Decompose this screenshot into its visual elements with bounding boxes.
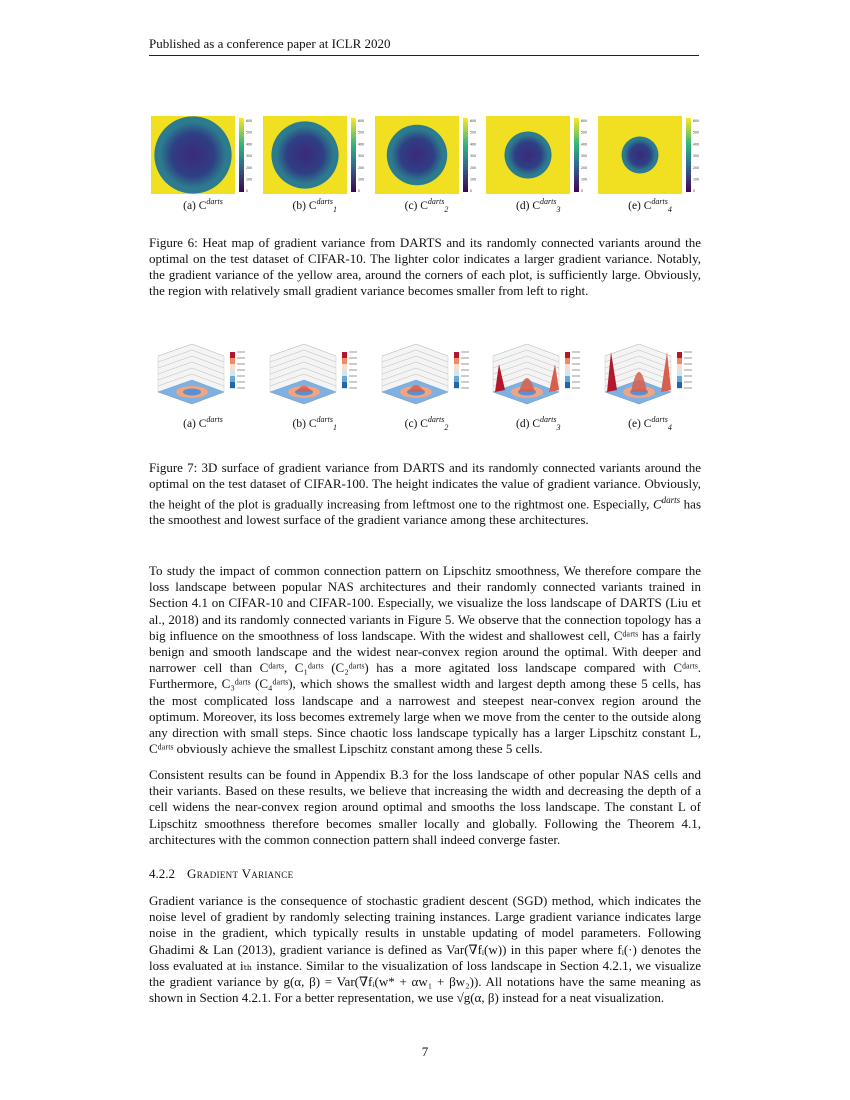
colorbar-tick-label: 200: [357, 165, 364, 170]
running-header: Published as a conference paper at ICLR 2020: [149, 36, 391, 51]
fig6-subcaption-d: (d) $C^{darts}_3$: [516, 197, 561, 215]
colorbar-tick-label: 200: [581, 165, 588, 170]
colorbar-segment: [230, 370, 235, 376]
fig6-subcaption-b: (b) $C^{darts}_1$: [292, 197, 337, 215]
colorbar-tick-label: 600: [469, 119, 476, 123]
fig7-surface-d: [485, 340, 591, 412]
colorbar-segment: [677, 370, 682, 376]
colorbar-segment: [454, 376, 459, 382]
fig6-subfigure-e: [596, 116, 704, 214]
colorbar: [463, 118, 468, 192]
fig7-subcaption-d: (d) $C^{darts}_3$: [516, 415, 561, 433]
colorbar-segment: [565, 352, 570, 358]
colorbar-tick-label: 0: [246, 189, 249, 194]
colorbar-tick-label: 500: [246, 130, 253, 135]
colorbar-segment: [565, 358, 570, 364]
colorbar-tick-label: 100: [469, 177, 476, 182]
fig7-surface-a: [150, 340, 256, 412]
colorbar-tick-label: 200: [246, 165, 253, 170]
colorbar-tick-label: 0: [469, 189, 472, 194]
figure-6-caption: Figure 6: Heat map of gradient variance from DARTS and its randomly connected variants around the optimal on the test dataset of CIFAR-10. The lighter color indicates a larger gradient variance. Notably, the gradient variance of the yellow area, around the corners of each plot, is sufficiently large. Obviously, the region with relatively small gradient variance becomes smaller from left to right.: [149, 235, 701, 298]
colorbar-segment: [342, 364, 347, 370]
fig6-subcaption-c: (c) $C^{darts}_2$: [404, 197, 449, 215]
colorbar-tick-label: 200: [693, 165, 700, 170]
fig7-subcaption-b: (b) $C^{darts}_1$: [292, 415, 337, 433]
colorbar-tick-label: 100: [693, 177, 700, 182]
colorbar-tick-label: 300: [693, 154, 700, 159]
colorbar-tick-label: 300: [581, 154, 588, 159]
fig6-heatmap-b: [263, 116, 367, 194]
surface-center: [183, 389, 201, 396]
paragraph-loss-landscape: To study the impact of common connection pattern on Lipschitz smoothness, We therefore compare the loss landscape between popular NAS architectures and their randomly connected variants trained in Section 4.1 on CIFAR-10 and CIFAR-100. Especially, we visualize the loss landscape of DARTS (Liu et al., 2018) and its randomly connected variants in Figure 5. We observe that the connection topology has a big influence on the smoothness of loss landscape. With the widest and shallowest cell, Cᵈᵃʳᵗˢ has a fairly benign and smooth landscape and the widest near-convex region around the optimal. With deeper and narrower cell than Cᵈᵃʳᵗˢ, C₁ᵈᵃʳᵗˢ (C₂ᵈᵃʳᵗˢ) has a more agitated loss landscape compared with Cᵈᵃʳᵗˢ. Furthermore, C₃ᵈᵃʳᵗˢ (C₄ᵈᵃʳᵗˢ), which shows the smallest width and largest depth among these 5 cells, has the most complicated loss landscape and a narrowest and steepest near-convex region around the optimum. Moreover, its loss becomes extremely large when we move from the center to the outside along any direction with small steps. Since chaotic loss landscape typically has a larger Lipschitz constant L, Cᵈᵃʳᵗˢ obviously achieve the smallest Lipschitz constant among these 5 cells.: [149, 563, 701, 757]
fig6-heatmap-e: [598, 116, 702, 194]
colorbar-tick-label: 300: [357, 154, 364, 159]
colorbar-tick-label: 0: [693, 189, 696, 194]
fig7-subcaption-e: (e) $C^{darts}_4$: [628, 415, 672, 433]
low-variance-region: [386, 125, 446, 185]
low-variance-region: [154, 116, 231, 193]
colorbar-segment: [230, 352, 235, 358]
figure-6: [149, 116, 704, 214]
colorbar-tick-label: 500: [581, 130, 588, 135]
colorbar-segment: [677, 376, 682, 382]
header-rule: [149, 55, 699, 56]
fig6-subfigure-b: [261, 116, 369, 214]
colorbar-segment: [342, 382, 347, 388]
colorbar-tick-label: 600: [581, 119, 588, 123]
fig6-heatmap-c: [375, 116, 479, 194]
section-heading-4-2-2: [149, 866, 293, 882]
colorbar-segment: [342, 352, 347, 358]
colorbar-tick-label: 300: [246, 154, 253, 159]
colorbar-tick-label: 400: [246, 142, 253, 147]
colorbar-segment: [565, 364, 570, 370]
colorbar-segment: [454, 358, 459, 364]
colorbar-tick-label: 400: [469, 142, 476, 147]
colorbar-segment: [230, 376, 235, 382]
colorbar-tick-label: 600: [357, 119, 364, 123]
colorbar-segment: [677, 364, 682, 370]
colorbar-tick-label: 400: [581, 142, 588, 147]
colorbar: [574, 118, 579, 192]
colorbar-tick-label: 200: [469, 165, 476, 170]
colorbar-segment: [230, 358, 235, 364]
figure-7: [149, 340, 704, 432]
colorbar-tick-label: 600: [693, 119, 700, 123]
colorbar-segment: [565, 370, 570, 376]
fig6-subcaption-e: (e) $C^{darts}_4$: [628, 197, 672, 215]
fig7-surface-c: [374, 340, 480, 412]
colorbar-segment: [677, 352, 682, 358]
section-number: 4.2.2: [149, 866, 175, 881]
fig7-subfigure-e: [596, 340, 704, 432]
colorbar-segment: [342, 370, 347, 376]
colorbar-segment: [454, 364, 459, 370]
paragraph-consistent-results: Consistent results can be found in Appendix B.3 for the loss landscape of other popular NAS cells and their variants. Based on these results, we believe that increasing the width and decreasing the depth of a cell widens the near-convex region around optimal and smooths the loss landscape. The constant L of Lipschitz smoothness therefore becomes smaller locally and globally. Following the Theorem 4.1, architectures with the common connection pattern shall indeed converge faster.: [149, 767, 701, 847]
colorbar-segment: [342, 358, 347, 364]
colorbar-segment: [454, 382, 459, 388]
colorbar-segment: [454, 352, 459, 358]
colorbar-tick-label: 0: [357, 189, 360, 194]
colorbar-tick-label: 100: [246, 177, 253, 182]
fig7-subfigure-c: [373, 340, 481, 432]
fig6-subfigure-d: [484, 116, 592, 214]
colorbar-segment: [230, 382, 235, 388]
section-title: Gradient Variance: [187, 866, 294, 881]
fig7-subcaption-c: (c) $C^{darts}_2$: [404, 415, 449, 433]
fig7-subfigure-a: [149, 340, 257, 432]
colorbar-tick-label: 500: [357, 130, 364, 135]
colorbar-segment: [565, 376, 570, 382]
colorbar-tick-label: 300: [469, 154, 476, 159]
colorbar-segment: [230, 364, 235, 370]
paragraph-gradient-variance: Gradient variance is the consequence of stochastic gradient descent (SGD) method, which indicates the noise level of gradient by randomly selecting training instances. Large gradient variance indicates large noise in the gradient, which typically results in unstable updating of model parameters. Following Ghadimi & Lan (2013), gradient variance is defined as Var(∇fᵢ(w)) in this paper where fᵢ(·) denotes the loss evaluated at iₜₕ instance. Similar to the visualization of loss landscape in Section 4.2.1, we visualize the gradient variance by g(α, β) = Var(∇fᵢ(w* + αw₁ + βw₂)). All notations have the same meaning as shown in Section 4.2.1. For a better representation, we use √g(α, β) instead for a neat visualization.: [149, 893, 701, 1006]
colorbar: [351, 118, 356, 192]
fig7-surface-e: [597, 340, 703, 412]
fig6-subfigure-a: [149, 116, 257, 214]
fig6-subfigure-c: [373, 116, 481, 214]
colorbar-segment: [565, 382, 570, 388]
colorbar: [686, 118, 691, 192]
colorbar-tick-label: 100: [581, 177, 588, 182]
colorbar: [239, 118, 244, 192]
colorbar-tick-label: 100: [357, 177, 364, 182]
fig6-heatmap-a: [151, 116, 255, 194]
colorbar-tick-label: 500: [693, 130, 700, 135]
colorbar-tick-label: 0: [581, 189, 584, 194]
fig6-subcaption-a: (a) $C^{darts}$: [183, 197, 223, 212]
fig7-subfigure-b: [261, 340, 369, 432]
page-number: 7: [421, 1044, 429, 1059]
low-variance-region: [622, 137, 659, 174]
fig7-surface-b: [262, 340, 368, 412]
colorbar-tick-label: 400: [693, 142, 700, 147]
fig7-subfigure-d: [484, 340, 592, 432]
fig6-heatmap-d: [486, 116, 590, 194]
colorbar-segment: [677, 358, 682, 364]
colorbar-tick-label: 600: [246, 119, 253, 123]
colorbar-segment: [454, 370, 459, 376]
figure-7-caption: Figure 7: 3D surface of gradient variance from DARTS and its randomly connected variants around the optimal on the test dataset of CIFAR-100. The height indicates the value of gradient variance. Obviously, the height of the plot is gradually increasing from leftmost one to the rightmost one. Especially, $C^{darts}$ has the smoothest and lowest surface of the gradient variance among these architectures.: [149, 460, 702, 528]
colorbar-segment: [342, 376, 347, 382]
low-variance-region: [505, 131, 552, 178]
colorbar-tick-label: 500: [469, 130, 476, 135]
fig7-subcaption-a: (a) $C^{darts}$: [183, 415, 223, 430]
low-variance-region: [271, 121, 338, 188]
colorbar-segment: [677, 382, 682, 388]
colorbar-tick-label: 400: [357, 142, 364, 147]
